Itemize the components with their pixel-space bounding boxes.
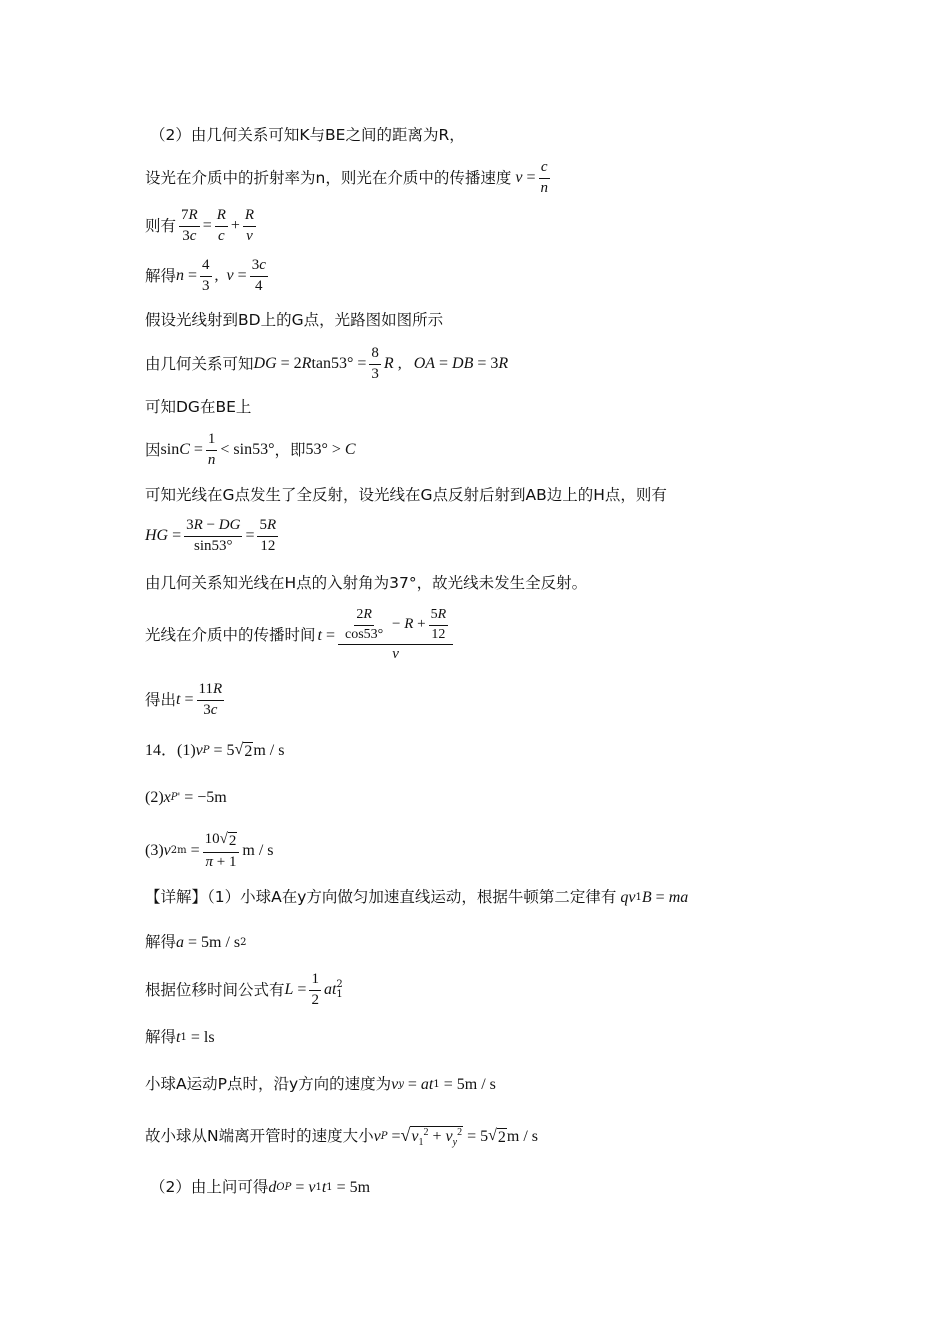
line-incidence-h: 由几何关系知光线在H点的入射角为37°，故光线未发生全反射。 xyxy=(145,574,588,592)
line-critical-angle: 因 sinC = $\frac{1}{n}$ < sin53° ，即 53° > C xyxy=(145,431,356,468)
line-dg-on-be: 可知DG在BE上 xyxy=(145,398,252,416)
line-total-reflection: 可知光线在G点发生了全反射，设光线在G点反射后射到AB边上的H点，则有 xyxy=(145,486,667,504)
line-hg-length: HG = $\frac{3R - DG}{\sin 53^\circ}$ = $\frac{5R}{12}$ xyxy=(145,517,277,554)
line-assume-g: 假设光线射到BD上的G点，光路图如图所示 xyxy=(145,311,444,329)
detail-newton: 【详解】（1）小球A在y方向做匀加速直线运动，根据牛顿第二定律有 qv 1 B = ma xyxy=(145,888,689,907)
detail-time-t1: 解得 t 1 = ls xyxy=(145,1028,215,1047)
answer-14-1: 14．(1) v P = 5 √ 2 m / s xyxy=(145,741,285,760)
line-distance-k-be: （2）由几何关系可知K与BE之间的距离为R， xyxy=(150,126,465,144)
line-propagation-time: 光线在介质中的传播时间 t = $\frac{2R}{\cos 53^\circ}$ − R + $\frac{5R}{12}$ v xyxy=(145,608,456,663)
line-refractive-speed: 设光在介质中的折射率为n，则光在介质中的传播速度 v = $\frac{c}{n}$ xyxy=(145,159,548,196)
detail-vy: 小球A运动P点时，沿y方向的速度为 v y = at 1 = 5m / s xyxy=(145,1075,496,1094)
detail-dop: （2）由上问可得 d OP = v 1 t 1 = 5m xyxy=(150,1178,371,1197)
line-result-t: 得出 t = $\frac{11R}{3c}$ xyxy=(145,681,223,718)
answer-14-2: (2) x P' = −5m xyxy=(145,789,227,806)
detail-vp: 故小球从N端离开管时的速度大小 v P = √ $v_1^2 + v_y^2$ = 5 √ 2 m / s xyxy=(145,1125,539,1148)
line-time-equation: 则有 $\frac{7R}{3c}$ = $\frac{R}{c}$ + $\frac{R}{v}$ xyxy=(145,207,255,244)
answer-14-3: (3) v 2m = 10 √ 2 π + 1 m / s xyxy=(145,831,274,870)
detail-acceleration: 解得 a = 5m / s 2 xyxy=(145,933,247,952)
detail-displacement: 根据位移时间公式有 L = $\frac{1}{2}$ at 2 1 xyxy=(145,971,343,1008)
line-dg-length: 由几何关系可知 DG = 2Rtan53° = $\frac{8}{3}$ R , OA = DB = 3R xyxy=(145,345,509,382)
line-solve-n-v: 解得 n = $\frac{4}{3}$ , v = $\frac{3c}{4}$ xyxy=(145,257,266,294)
